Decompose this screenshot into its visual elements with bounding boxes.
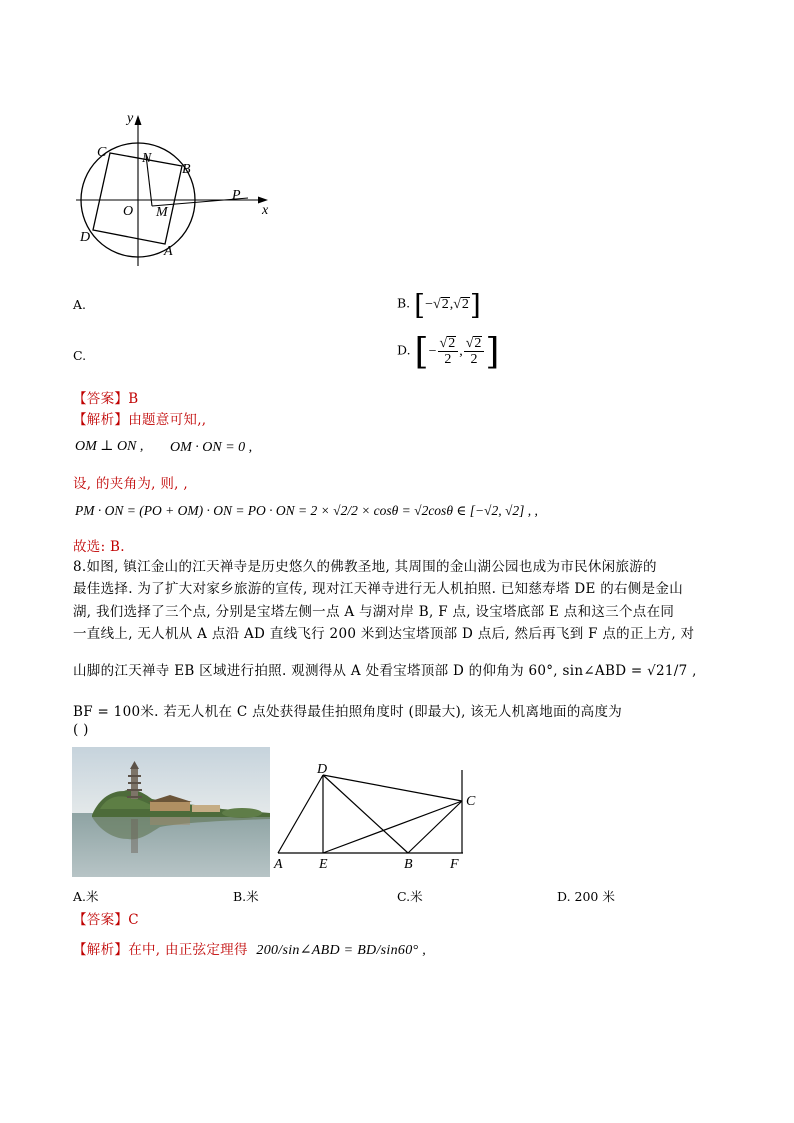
q7-option-d-math: [− $\frac{√2}{2}$ , $\frac{√2}{2}$ ] xyxy=(414,331,500,372)
q8-option-b: B.米 xyxy=(233,889,259,904)
pagoda-photo xyxy=(72,747,270,877)
fig-label-C: C xyxy=(466,794,476,809)
q7-conclusion: 故选: B. xyxy=(73,539,125,555)
q7-option-b-math: [−√2,√2] xyxy=(414,288,481,321)
q7-answer-value: B xyxy=(128,391,139,407)
q7-option-b xyxy=(397,288,481,321)
q8-analysis-eq: 200/sin∠ABD = BD/sin60° , xyxy=(256,943,426,958)
fig-label-E: E xyxy=(319,857,328,872)
fig-label-B: B xyxy=(404,857,413,872)
circle-square-figure xyxy=(70,108,280,273)
q8-answer-tag: 【答案】 xyxy=(73,912,129,928)
q8-option-d: D. 200 米 xyxy=(557,889,615,904)
fig-label-D: D xyxy=(317,762,328,777)
q7-analysis xyxy=(73,408,206,428)
q7-step3: 设, 的夹角为, 则, , xyxy=(73,476,188,492)
label-A: A xyxy=(164,244,173,259)
q8-line5: 山脚的江天禅寺 EB 区域进行拍照. 观测得从 A 处看宝塔顶部 D 的仰角为 60°, sin∠ABD = √21/7 , xyxy=(73,663,697,679)
q7-step2: OM · ON = 0 , xyxy=(170,440,253,455)
q8-line6: BF = 100米. 若无人机在 C 点处获得最佳拍照角度时 (即最大), 该无人机离地面的高度为 xyxy=(73,704,623,720)
q7-analysis-text: 由题意可知,, xyxy=(128,412,207,428)
label-N: N xyxy=(142,151,152,166)
q7-step1: OM ⊥ ON , xyxy=(75,439,144,454)
fig-label-A: A xyxy=(274,857,283,872)
q8-line1-text: 如图, 镇江金山的江天禅寺是历史悠久的佛教圣地, 其周围的金山湖公园也成为市民休闲旅游的 xyxy=(86,559,657,575)
label-D: D xyxy=(80,230,91,245)
label-B: B xyxy=(182,162,191,177)
q8-option-a: A.米 xyxy=(73,889,99,904)
q7-option-b-label: B. xyxy=(397,295,411,311)
label-y: y xyxy=(127,111,134,126)
q7-step4: PM · ON = (PO + OM) · ON = PO · ON = 2 × √2/2 × cosθ = √2cosθ ∈ [−√2, √2] , , xyxy=(75,503,538,518)
q7-option-d xyxy=(397,331,499,372)
q7-option-c: C. xyxy=(73,348,87,363)
label-C: C xyxy=(97,145,107,160)
q8-answer-value: C xyxy=(128,912,139,928)
q8-analysis-text: 在中, 由正弦定理得 xyxy=(128,942,248,958)
q7-option-d-label: D. xyxy=(397,342,411,358)
q7-answer-tag: 【答案】 xyxy=(73,391,129,407)
label-x: x xyxy=(262,203,269,218)
triangle-figure xyxy=(270,758,485,876)
q8-line1 xyxy=(73,555,657,575)
q8-answer xyxy=(73,908,139,928)
label-O: O xyxy=(123,204,134,219)
label-P: P xyxy=(232,188,241,203)
q7-answer xyxy=(73,387,138,407)
q8-analysis xyxy=(73,938,426,959)
q8-line3: 湖, 我们选择了三个点, 分别是宝塔左侧一点 A 与湖对岸 B, F 点, 设宝塔底部 E 点和这三个点在同 xyxy=(73,604,675,620)
q7-option-a: A. xyxy=(73,297,87,312)
q8-line4: 一直线上, 无人机从 A 点沿 AD 直线飞行 200 米到达宝塔顶部 D 点后, 然后再飞到 F 点的正上方, 对 xyxy=(73,626,695,642)
label-M: M xyxy=(156,205,168,220)
q8-number: 8. xyxy=(73,559,87,575)
fig-label-F: F xyxy=(450,857,459,872)
q7-analysis-tag: 【解析】 xyxy=(73,412,129,428)
q8-line7: ( ) xyxy=(73,722,89,738)
q8-analysis-tag: 【解析】 xyxy=(73,942,129,958)
q8-option-c: C.米 xyxy=(397,889,423,904)
q8-line2: 最佳选择. 为了扩大对家乡旅游的宣传, 现对江天禅寺进行无人机拍照. 已知慈寿塔 DE 的右侧是金山 xyxy=(73,581,684,597)
